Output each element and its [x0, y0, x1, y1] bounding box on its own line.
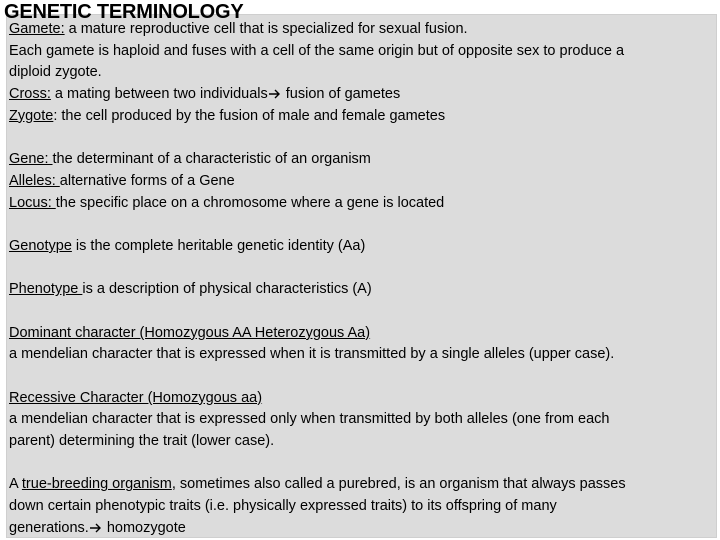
definitions-list — [9, 19, 711, 540]
zygote-term: Zygote — [9, 107, 54, 124]
gene-definition — [9, 149, 711, 171]
recessive-heading: Recessive Character (Homozygous aa) — [9, 389, 263, 406]
zygote-definition — [9, 106, 711, 128]
spacer — [9, 301, 711, 323]
dominant-heading: Dominant character (Homozygous AA Heterozygous Aa) — [9, 324, 371, 341]
homozygote-text: homozygote — [102, 519, 186, 536]
phenotype-text: is a description of physical characteristics (A) — [82, 281, 372, 298]
right-arrow-icon — [268, 84, 282, 106]
phenotype-definition — [9, 279, 711, 301]
cross-text-b: fusion of gametes — [281, 86, 401, 103]
true-breeding-prefix: A — [9, 476, 22, 493]
locus-text: the specific place on a chromosome where a gene is located — [55, 194, 445, 211]
true-breeding-text-line-2: down certain phenotypic traits (i.e. physically expressed traits) to its offspring of many — [9, 498, 557, 515]
phenotype-term: Phenotype — [9, 281, 83, 298]
spacer — [9, 453, 711, 475]
spacer — [9, 128, 711, 150]
generations-text: generations. — [9, 519, 89, 536]
recessive-text-line-2: parent) determining the trait (lower case). — [9, 433, 275, 450]
gamete-term: Gamete: — [9, 21, 65, 37]
spacer — [9, 258, 711, 280]
spacer — [9, 366, 711, 388]
genotype-text: is the complete heritable genetic identity (Aa) — [71, 238, 366, 254]
spacer — [9, 214, 711, 236]
right-arrow-icon — [89, 518, 103, 540]
gene-term: Gene: — [9, 151, 53, 168]
locus-definition — [9, 193, 711, 215]
gamete-text: a mature reproductive cell that is specialized for sexual fusion. — [64, 21, 468, 37]
gamete-text-line-3: diploid zygote. — [9, 64, 102, 81]
recessive-text-line-1: a mendelian character that is expressed only when transmitted by both alleles (one from each — [9, 411, 610, 428]
true-breeding-definition — [9, 474, 711, 496]
true-breeding-term: true-breeding organism — [21, 476, 172, 493]
gamete-definition — [9, 19, 711, 41]
locus-term: Locus: — [9, 194, 56, 211]
cross-term: Cross: — [9, 86, 51, 103]
alleles-definition — [9, 171, 711, 193]
alleles-text: alternative forms of a Gene — [59, 172, 235, 189]
cross-definition — [9, 84, 711, 106]
gamete-text-line-2: Each gamete is haploid and fuses with a cell of the same origin but of opposite sex to produce a — [9, 42, 625, 59]
zygote-text: : the cell produced by the fusion of male and female gametes — [53, 107, 446, 124]
slide-title: GENETIC TERMINOLOGY — [4, 1, 244, 23]
genotype-term: Genotype — [9, 238, 72, 254]
alleles-term: Alleles: — [9, 172, 60, 189]
cross-text-a: a mating between two individuals — [50, 86, 268, 103]
dominant-text: a mendelian character that is expressed when it is transmitted by a single alleles (upper case). — [9, 346, 615, 363]
genotype-definition — [9, 236, 711, 258]
true-breeding-text-line-3 — [9, 518, 711, 540]
true-breeding-text: , sometimes also called a purebred, is an organism that always passes — [171, 476, 626, 493]
gene-text: the determinant of a characteristic of an organism — [52, 151, 371, 168]
